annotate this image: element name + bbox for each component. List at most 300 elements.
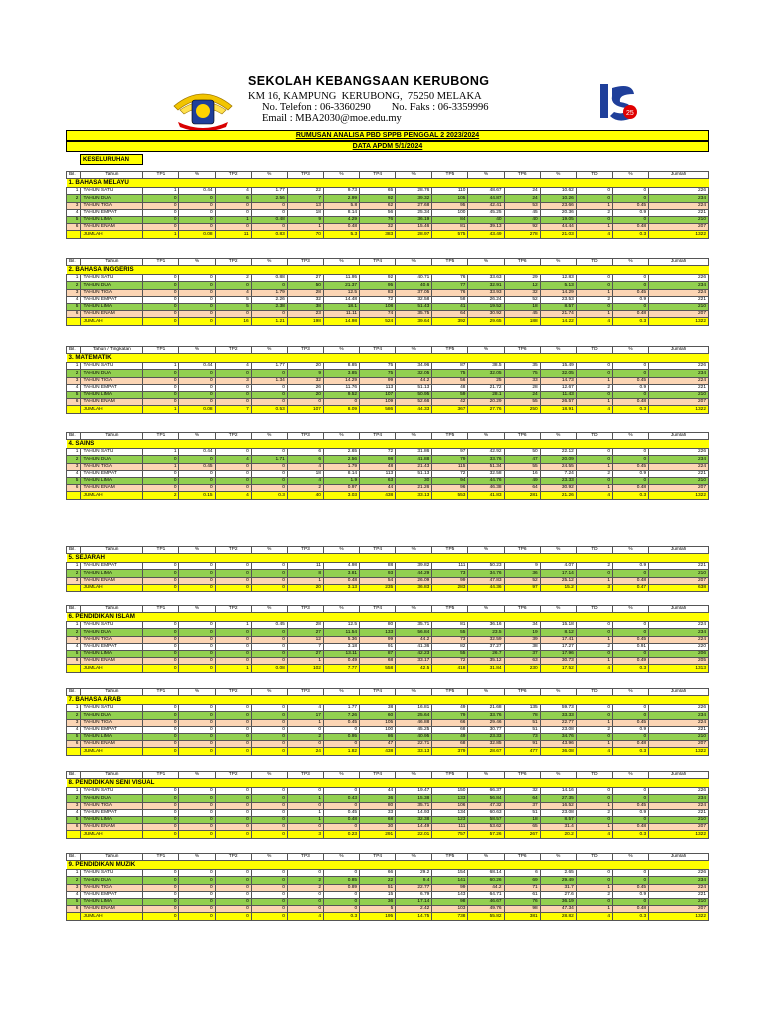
table-cell: 40.71 [396,275,432,282]
table-cell: 56.84 [468,795,504,802]
table-cell: 4 [576,665,612,672]
column-header: Tahun [81,547,143,554]
table-cell: 3.03 [323,492,359,499]
table-cell: 44 [360,788,396,795]
table-cell: 33.33 [540,712,576,719]
table-cell: 0 [251,650,287,657]
subject-title: 1. BAHASA MELAYU [67,179,709,188]
table-cell: 0 [143,622,179,629]
column-header: Tahun [81,606,143,613]
table-cell: 4.98 [323,563,359,570]
table-cell: 0 [576,898,612,905]
table-cell: 0 [323,802,359,809]
table-cell: 11.43 [540,391,576,398]
column-header: TP4 [360,606,396,613]
table-cell: 22.77 [396,884,432,891]
table-cell [67,584,81,591]
table-cell: 0 [612,712,648,719]
row-label: TAHUN SATU [81,788,143,795]
table-cell: 20.29 [468,399,504,406]
table-cell: 0 [215,891,251,898]
table-cell: 8.12 [540,629,576,636]
table-cell: 30 [360,824,396,831]
table-cell: 46.38 [468,485,504,492]
table-cell: 34.76 [540,733,576,740]
column-header: TP1 [143,772,179,779]
table-cell: 0 [287,726,323,733]
table-cell: 1 [576,399,612,406]
table-cell [67,492,81,499]
table-cell: 105 [360,719,396,726]
table-cell: 0 [576,363,612,370]
table-cell: 0 [251,748,287,755]
table-cell: 43.49 [468,231,504,238]
table-cell: 0 [143,795,179,802]
table-cell: 0 [179,802,215,809]
table-cell: 4 [576,831,612,838]
table-cell: 0.83 [251,231,287,238]
column-header: Jumlah [649,547,709,554]
table-cell: 0 [215,463,251,470]
table-cell: 6 [67,658,81,665]
table-cell: 46.88 [396,719,432,726]
table-cell: 19.47 [396,788,432,795]
table-cell: 0 [143,216,179,223]
row-label: TAHUN ENAM [81,577,143,584]
table-cell: 0.9 [612,209,648,216]
school-email: Email : MBA2030@moe.edu.my [262,113,402,124]
table-cell [67,748,81,755]
table-cell: 757 [432,831,468,838]
table-cell: 0 [143,477,179,484]
table-cell: 0 [323,399,359,406]
column-header: TP1 [143,606,179,613]
table-cell: 0 [143,391,179,398]
row-label: TAHUN DUA [81,712,143,719]
table-cell: 29.2 [396,870,432,877]
column-header: Tahun [81,854,143,861]
table-cell: 1.77 [251,363,287,370]
table-cell: 0.9 [612,384,648,391]
table-cell: 367 [432,406,468,413]
table-cell: 40 [468,216,504,223]
table-cell: 2 [67,877,81,884]
table-cell: 15.38 [396,795,432,802]
column-header: % [323,433,359,440]
table-cell: 30.73 [540,658,576,665]
table-cell: 24 [504,391,540,398]
table-cell: 0 [251,741,287,748]
table-cell: 4 [215,289,251,296]
table-cell: 60 [360,712,396,719]
table-cell: 0.48 [612,906,648,913]
table-cell: 0.48 [323,224,359,231]
subject-title: 6. PENDIDIKAN ISLAM [67,613,709,622]
table-cell: 207 [649,906,709,913]
table-cell: 3 [67,463,81,470]
table-cell: 4 [67,643,81,650]
table-cell: 40.95 [396,733,432,740]
table-cell: 250 [504,406,540,413]
table-cell: 42.23 [396,650,432,657]
table-cell: 1322 [649,748,709,755]
table-cell: 73 [432,636,468,643]
table-cell: 0 [612,456,648,463]
table-row [67,824,709,831]
table-row [67,384,709,391]
table-cell: 1 [576,485,612,492]
table-cell: 0 [612,477,648,484]
table-cell: 379 [432,748,468,755]
table-cell: 0 [215,809,251,816]
table-row [67,311,709,318]
table-cell: 4 [215,363,251,370]
table-cell: 33.13 [396,492,432,499]
table-cell: 63 [504,658,540,665]
table-cell: 74 [360,311,396,318]
school-crest-logo [170,80,236,132]
table-cell: 65 [504,824,540,831]
table-cell: 65 [360,188,396,195]
table-cell: 8.57 [540,816,576,823]
table-cell: 34.76 [468,570,504,577]
table-cell: 23.33 [540,477,576,484]
table-cell: 2.65 [540,870,576,877]
table-cell: 0 [215,658,251,665]
subject-table [66,771,709,839]
table-cell: 0 [179,906,215,913]
table-cell: 0 [143,884,179,891]
row-label: TAHUN SATU [81,275,143,282]
table-cell: 30.77 [468,726,504,733]
table-cell: 33.76 [468,712,504,719]
row-label: TAHUN DUA [81,282,143,289]
table-cell: 12 [287,636,323,643]
table-cell: 16.52 [540,802,576,809]
table-cell: 8.85 [323,363,359,370]
column-header: % [179,689,215,696]
table-cell: 0 [179,370,215,377]
table-cell: 6 [67,224,81,231]
table-cell: 0.9 [612,563,648,570]
table-cell: 267 [504,831,540,838]
row-label: TAHUN DUA [81,795,143,802]
table-cell: 31.4 [540,824,576,831]
table-row [67,906,709,913]
table-cell: 20 [287,363,323,370]
table-cell: 0.49 [323,658,359,665]
table-cell: 5 [67,391,81,398]
table-cell: 1 [215,622,251,629]
table-cell: 96 [432,485,468,492]
table-cell: 0 [143,877,179,884]
table-row [67,289,709,296]
table-cell: 18.91 [540,406,576,413]
table-cell: 0 [215,788,251,795]
column-header: TP5 [432,854,468,861]
column-header: Bil. [67,772,81,779]
table-row [67,195,709,202]
table-cell: 32 [504,289,540,296]
table-cell: 44.2 [468,884,504,891]
column-header: TD [576,772,612,779]
table-cell: 0 [179,636,215,643]
table-cell: 0 [143,726,179,733]
table-cell: 0 [612,188,648,195]
table-cell: 221 [649,209,709,216]
table-row [67,463,709,470]
table-cell: 107 [360,391,396,398]
table-cell: 0.48 [251,216,287,223]
table-cell: 234 [649,456,709,463]
column-header: % [612,547,648,554]
table-cell: 37 [504,650,540,657]
table-cell: 5 [67,303,81,310]
total-row [67,831,709,838]
table-cell: 226 [649,705,709,712]
row-label: TAHUN TIGA [81,719,143,726]
table-cell: 0 [287,906,323,913]
table-cell: 0 [323,788,359,795]
table-cell: 220 [649,643,709,650]
table-cell: 14.93 [396,809,432,816]
column-header: TP6 [504,547,540,554]
table-cell: 0 [612,303,648,310]
table-cell: 49 [432,733,468,740]
table-cell: 2.65 [323,449,359,456]
table-cell: 0.45 [251,622,287,629]
table-cell: 0 [612,570,648,577]
table-cell: 47 [504,456,540,463]
table-cell: 226 [649,275,709,282]
table-row [67,391,709,398]
table-cell: 4 [215,456,251,463]
table-cell: 1 [576,577,612,584]
table-cell: 0 [143,705,179,712]
table-cell: 0 [251,577,287,584]
table-cell: 0 [143,898,179,905]
table-cell: 0.08 [179,231,215,238]
subject-table [66,688,709,756]
table-cell: 6 [67,311,81,318]
subject-table [66,171,709,239]
table-cell: 0 [143,202,179,209]
table-cell: 40.6 [396,282,432,289]
row-label: TAHUN ENAM [81,311,143,318]
table-cell: 93 [360,570,396,577]
row-label: TAHUN TIGA [81,636,143,643]
column-header: TP1 [143,689,179,696]
table-cell: 0 [251,658,287,665]
table-cell: 6 [67,485,81,492]
table-row [67,275,709,282]
table-cell: 2 [576,296,612,303]
table-cell: 4 [67,296,81,303]
table-cell: 24 [504,188,540,195]
table-cell: 0 [215,816,251,823]
table-cell: 4 [67,726,81,733]
table-cell: 27.35 [540,795,576,802]
table-cell: 0 [576,733,612,740]
column-header: TP2 [215,772,251,779]
column-header: TP5 [432,347,468,354]
column-header: TP2 [215,347,251,354]
table-cell: 92 [360,275,396,282]
table-row [67,816,709,823]
column-header: TP1 [143,347,179,354]
table-cell: 1 [67,363,81,370]
table-cell: 55 [432,650,468,657]
table-cell: 0 [215,748,251,755]
table-cell: 0 [215,282,251,289]
row-label: TAHUN EMPAT [81,643,143,650]
table-cell: 11.11 [323,311,359,318]
table-cell: 154 [432,870,468,877]
table-cell: 20 [287,584,323,591]
table-cell: 0 [143,318,179,325]
column-header: % [612,259,648,266]
row-label: TAHUN SATU [81,188,143,195]
table-cell: 0 [215,831,251,838]
table-cell: 66.37 [468,788,504,795]
table-cell: 92 [504,224,540,231]
table-cell: 1 [67,622,81,629]
table-cell: 51.43 [396,303,432,310]
table-cell: 0 [143,788,179,795]
row-label: TAHUN ENAM [81,658,143,665]
table-cell: 64 [504,795,540,802]
table-cell: 0 [215,391,251,398]
table-cell: 83 [360,289,396,296]
table-cell: 0.47 [612,584,648,591]
row-label: TAHUN DUA [81,456,143,463]
column-header: TP6 [504,689,540,696]
table-cell: 0 [251,877,287,884]
column-header: % [612,854,648,861]
column-header: TD [576,854,612,861]
table-cell: 0 [215,485,251,492]
table-cell: 45 [504,209,540,216]
row-label: TAHUN ENAM [81,399,143,406]
total-row [67,492,709,499]
table-cell: 0 [576,795,612,802]
table-cell: 55.82 [468,913,504,920]
table-cell: 224 [649,622,709,629]
column-header: TP2 [215,172,251,179]
table-cell: 210 [649,477,709,484]
table-cell: 44.36 [468,584,504,591]
table-cell: 2 [67,195,81,202]
table-cell: 28 [287,289,323,296]
column-header: % [179,606,215,613]
table-cell: 0.45 [612,202,648,209]
table-cell: 0 [179,584,215,591]
table-cell: 0 [179,377,215,384]
table-cell: 0 [576,629,612,636]
table-cell: 42.92 [468,449,504,456]
table-cell: 0 [612,788,648,795]
table-row [67,712,709,719]
column-header: TP5 [432,606,468,613]
table-cell: 40 [287,492,323,499]
table-cell: 2 [576,470,612,477]
table-cell: 26.57 [540,399,576,406]
row-label: JUMLAH [81,318,143,325]
column-header: TP4 [360,259,396,266]
table-cell: 1.82 [323,748,359,755]
column-header: Bil. [67,347,81,354]
table-cell: 50 [287,282,323,289]
table-cell: 36.16 [468,622,504,629]
table-cell: 2 [576,726,612,733]
table-cell: 4 [67,470,81,477]
table-cell: 99 [432,577,468,584]
table-cell: 15.18 [540,622,576,629]
table-cell: 0 [251,705,287,712]
total-row [67,318,709,325]
svg-text:25: 25 [626,110,634,117]
column-header: % [540,606,576,613]
table-cell: 0.44 [179,363,215,370]
table-row [67,629,709,636]
row-label: JUMLAH [81,748,143,755]
table-cell: 141 [432,877,468,884]
column-header: TP6 [504,259,540,266]
table-cell: 38 [287,303,323,310]
table-cell: 0 [251,391,287,398]
row-label: JUMLAH [81,492,143,499]
row-label: TAHUN ENAM [81,824,143,831]
table-row [67,726,709,733]
table-cell: 76 [432,275,468,282]
table-row [67,877,709,884]
table-cell: 2 [67,370,81,377]
table-cell: 49 [504,477,540,484]
table-cell: 0 [251,795,287,802]
subject-table [66,546,709,592]
table-cell: 0 [215,629,251,636]
row-label: TAHUN TIGA [81,802,143,809]
table-cell: 38 [360,705,396,712]
table-cell: 0 [179,456,215,463]
table-cell: 4.29 [323,216,359,223]
table-cell: 0 [143,650,179,657]
table-cell: 0 [179,577,215,584]
table-row [67,296,709,303]
table-cell: 383 [360,231,396,238]
table-cell: 47.34 [540,906,576,913]
table-cell: 14.49 [396,824,432,831]
table-cell: 3.85 [323,370,359,377]
column-header: % [179,547,215,554]
table-cell: 2.56 [323,456,359,463]
table-cell: 0.49 [612,658,648,665]
table-cell: 206 [649,650,709,657]
table-cell: 25.64 [396,712,432,719]
row-label: TAHUN TIGA [81,377,143,384]
row-label: JUMLAH [81,584,143,591]
table-cell: 4 [287,913,323,920]
table-cell: 49.76 [468,906,504,913]
column-header: % [323,172,359,179]
table-row [67,363,709,370]
table-cell: 99 [360,377,396,384]
column-header: % [179,772,215,779]
table-cell: 1 [67,788,81,795]
table-cell: 34.96 [396,363,432,370]
table-cell: 0 [179,712,215,719]
report-title: RUMUSAN ANALISA PBD SPPB PENGGAL 2 2023/2024 [66,130,709,141]
